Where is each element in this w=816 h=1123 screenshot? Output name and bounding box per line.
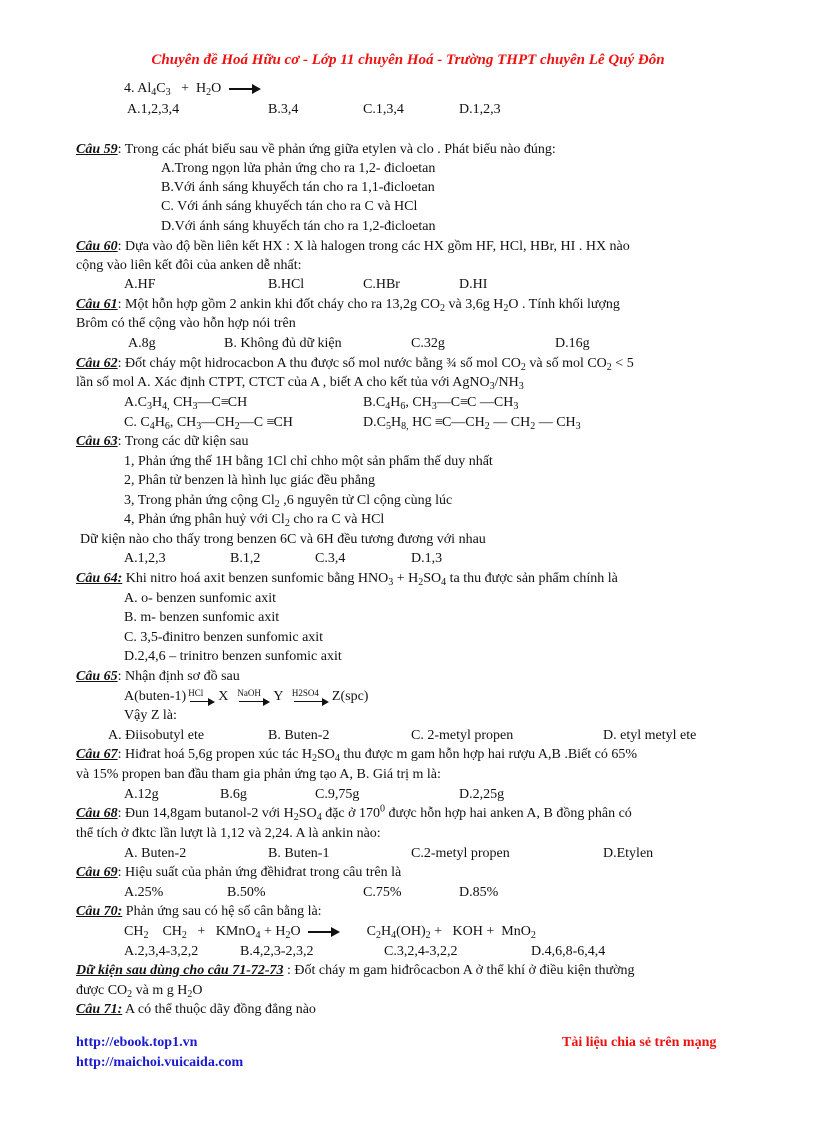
- question-label: Câu 70:: [76, 904, 123, 919]
- option: B. Không đủ dữ kiện: [224, 336, 342, 351]
- option: D.1,2,3: [459, 102, 501, 117]
- option: A.1,2,3: [124, 551, 166, 566]
- option: B.4,2,3-2,3,2: [240, 944, 314, 959]
- footer-note: Tài liệu chia sẻ trên mạng: [562, 1035, 717, 1050]
- option: C.HBr: [363, 277, 400, 292]
- scheme-start: A(buten-1): [124, 689, 187, 704]
- option: A.HF: [124, 277, 156, 292]
- reaction-arrow-icon: [229, 88, 259, 90]
- question-text: : Trong các dữ kiện sau: [117, 434, 249, 449]
- option: A.12g: [124, 787, 159, 802]
- question-label: Câu 64:: [76, 571, 123, 586]
- question-text: : Hiệu suất của phản ứng đềhiđrat trong câu trên là: [117, 865, 402, 880]
- option: B.6g: [220, 787, 247, 802]
- question-label: Câu 62: [76, 356, 118, 371]
- option: A.Trong ngọn lửa phản ứng cho ra 1,2- đicloetan: [161, 161, 436, 176]
- option: C. 3,5-đinitro benzen sunfomic axit: [124, 630, 324, 645]
- data-statement: [76, 962, 635, 980]
- option: B. Buten-2: [268, 728, 330, 743]
- option: B.Với ánh sáng khuyếch tán cho ra 1,1-đicloetan: [161, 180, 435, 195]
- option: D.2,25g: [459, 787, 505, 802]
- option: D. etyl metyl ete: [603, 728, 697, 743]
- list-item: 1, Phản ứng thế 1H bằng 1Cl chỉ chho một sản phẩm thế duy nhất: [124, 454, 493, 469]
- option: B.1,2: [230, 551, 261, 566]
- question-60: [76, 238, 630, 256]
- question-label: Câu 68: [76, 806, 118, 821]
- statement-text: được $CO_2$ và m g $H_2O$: [76, 983, 203, 1000]
- scheme-z: Z(spc): [331, 689, 369, 704]
- arrow-label: NaOH: [237, 688, 261, 698]
- option: C.32g: [411, 336, 445, 351]
- option: C.9,75g: [315, 787, 360, 802]
- option: A.1,2,3,4: [127, 102, 180, 117]
- option: B.3,4: [268, 102, 299, 117]
- question-text: Brôm có thể cộng vào hỗn hợp nói trên: [76, 316, 296, 331]
- option: C.75%: [363, 885, 402, 900]
- option: A. Buten-2: [124, 846, 187, 861]
- reaction-line: 4. $Al_4C_3 + H_2O$: [124, 80, 263, 98]
- question-65: [76, 668, 240, 686]
- question-text: thể tích ở đktc lần lượt là 1,12 và 2,24. A là ankin nào:: [76, 826, 381, 841]
- option: $B.C_4H_6$, $CH_3—C\equiv C$ $—CH_3$: [363, 395, 519, 412]
- question-59: [76, 141, 556, 159]
- arrow-label: H2SO4: [291, 688, 319, 698]
- option: $D.C_5H_{8,}$ HC $\equiv C—CH_2$ — $CH_2$ — $CH_3$: [363, 415, 581, 432]
- option: D.Etylen: [603, 846, 654, 861]
- option: C. 2-metyl propen: [411, 728, 514, 743]
- question-69: [76, 864, 401, 882]
- question-61: Câu 61: Một hỗn hợp gồm 2 ankin khi đốt cháy cho ra 13,2g $CO_2$ và 3,6g $H_2O$ . Tính khối lượng: [76, 297, 620, 314]
- question-text: lần số mol A. Xác định CTPT, CTCT của A , biết A cho kết tủa với $AgNO_3/NH_3$: [76, 375, 524, 392]
- question-text: : Nhận định sơ đồ sau: [117, 669, 240, 684]
- footer-link-ebook[interactable]: http://ebook.top1.vn: [76, 1035, 198, 1050]
- option: C. Với ánh sáng khuyếch tán cho ra C và HCl: [161, 199, 418, 214]
- option: D.85%: [459, 885, 499, 900]
- question-text: A có thể thuộc dãy đồng đẳng nào: [122, 1002, 316, 1017]
- option: D.2,4,6 – trinitro benzen sunfomic axit: [124, 649, 342, 664]
- reaction-line: $CH_2$ $CH_2$ + KMnO$_4$ + $H_2O$ $C_2H_4(OH)_2$ + KOH + MnO$_2$: [124, 924, 536, 941]
- question-text: cộng vào liên kết đôi của anken dễ nhất:: [76, 258, 302, 273]
- option: D.HI: [459, 277, 488, 292]
- reaction-arrow-icon: [237, 688, 269, 706]
- list-item: 2, Phân tử benzen là hình lục giác đều phẳng: [124, 473, 375, 488]
- option: D.16g: [555, 336, 590, 351]
- list-item: 4, Phản ứng phân huỷ với $Cl_2$ cho ra C và HCl: [124, 512, 385, 529]
- option: C. $C_4H_6$, $CH_3—CH_2—C \equiv CH$: [124, 415, 293, 432]
- question-text: Vậy Z là:: [124, 708, 177, 723]
- option: B.50%: [227, 885, 266, 900]
- question-text: : Dựa vào độ bền liên kết HX : X là halogen trong các HX gồm HF, HCl, HBr, HI . HX nào: [117, 239, 630, 254]
- question-label: Câu 60: [76, 239, 118, 254]
- question-label: Câu 71:: [76, 1002, 123, 1017]
- option: C.3,4: [315, 551, 346, 566]
- option: A.8g: [128, 336, 156, 351]
- statement-label: Dữ kiện sau dùng cho câu 71-72-73: [76, 963, 284, 978]
- question-text: : Trong các phát biểu sau về phản ứng giữa etylen và clo . Phát biểu nào đúng:: [117, 142, 556, 157]
- option: D.1,3: [411, 551, 443, 566]
- question-text: Dữ kiện nào cho thấy trong benzen 6C và 6H đều tương đương với nhau: [80, 532, 486, 547]
- option: A. o- benzen sunfomic axit: [124, 591, 277, 606]
- option: A.25%: [124, 885, 164, 900]
- arrow-label: HCl: [188, 688, 204, 698]
- scheme-y: Y: [273, 689, 283, 704]
- reaction-scheme: [124, 688, 368, 706]
- question-70: [76, 903, 322, 921]
- question-text: Phản ứng sau có hệ số cân bằng là:: [122, 904, 322, 919]
- question-64: Câu 64: Khi nitro hoá axit benzen sunfomic bằng $HNO_3 + H_2SO_4$ ta thu được sản phẩm chính là: [76, 571, 618, 588]
- statement-text: : Đốt cháy m gam hiđrôcacbon A ở thể khí ở điều kiện thường: [283, 963, 635, 978]
- reaction-arrow-icon: [188, 688, 214, 706]
- option: A. Điisobutyl ete: [108, 728, 205, 743]
- question-67: Câu 67: Hiđrat hoá 5,6g propen xúc tác $H_2SO_4$ thu được m gam hỗn hợp hai rượu A,B .Biết có 65%: [76, 747, 638, 764]
- question-62: Câu 62: Đốt cháy một hidrocacbon A thu được số mol nước bằng ¾ số mol $CO_2$ và số mol $CO_2 < 5$: [76, 356, 634, 373]
- scheme-x: X: [218, 689, 229, 704]
- option: C.3,2,4-3,2,2: [384, 944, 458, 959]
- question-label: Câu 69: [76, 865, 118, 880]
- question-label: Câu 65: [76, 669, 118, 684]
- question-63: [76, 433, 248, 451]
- option: D.4,6,8-6,4,4: [531, 944, 606, 959]
- option: A.2,3,4-3,2,2: [124, 944, 199, 959]
- question-text: và 15% propen ban đầu tham gia phản ứng tạo A, B. Giá trị m là:: [76, 767, 441, 782]
- question-label: Câu 67: [76, 747, 118, 762]
- list-item: 3, Trong phản ứng cộng $Cl_2$ ,6 nguyên tử Cl cộng cùng lúc: [124, 493, 453, 510]
- question-68: Câu 68: Đun 14,8gam butanol-2 với $H_2SO_4$ đặc ở $170^0$ được hỗn hợp hai anken A, B đồng phân có: [76, 803, 632, 823]
- question-71: [76, 1001, 316, 1019]
- page-header: Chuyên đề Hoá Hữu cơ - Lớp 11 chuyên Hoá - Trường THPT chuyên Lê Quý Đôn: [151, 52, 665, 68]
- option: B. Buten-1: [268, 846, 330, 861]
- reaction-arrow-icon: [291, 688, 328, 706]
- reaction-arrow-icon: [308, 931, 338, 933]
- option: B.HCl: [268, 277, 305, 292]
- footer-link-maichoi[interactable]: http://maichoi.vuicaida.com: [76, 1055, 244, 1070]
- question-label: Câu 61: [76, 297, 118, 312]
- option: B. m- benzen sunfomic axit: [124, 610, 280, 625]
- question-label: Câu 59: [76, 142, 118, 157]
- question-label: Câu 63: [76, 434, 118, 449]
- option: $A.C_3H_{4,}$ $CH_3—C\equiv CH$: [124, 395, 248, 412]
- option: C.2-metyl propen: [411, 846, 510, 861]
- option: C.1,3,4: [363, 102, 404, 117]
- option: D.Với ánh sáng khuyếch tán cho ra 1,2-đicloetan: [161, 219, 436, 234]
